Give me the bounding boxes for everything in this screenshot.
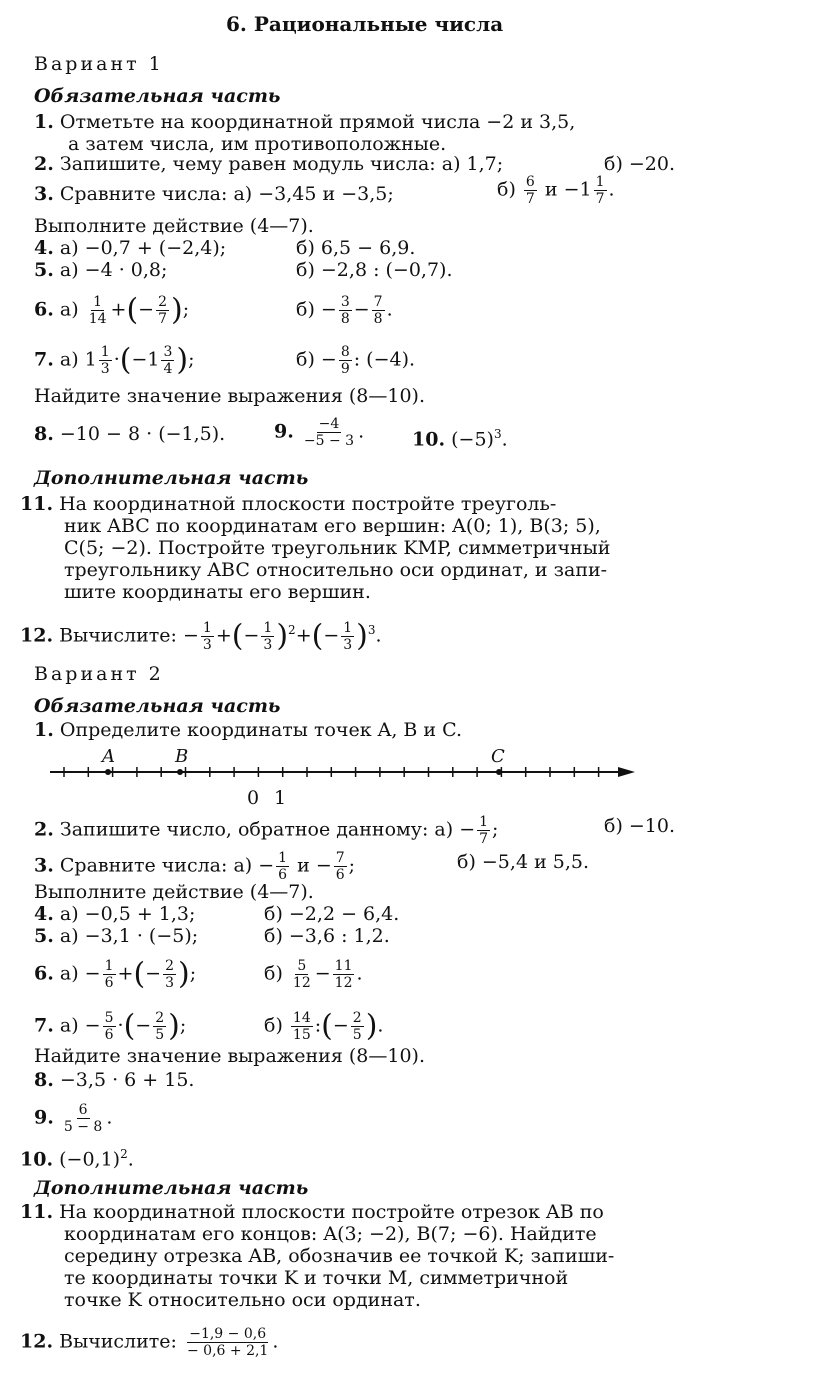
fraction: $\frac{2}{7}$ xyxy=(158,294,167,327)
v1-task-11-line4: треугольнику ABC относительно оси ординат, и запи- xyxy=(64,559,608,581)
v1-task-5b: б) −2,8 : (−0,7). xyxy=(296,259,453,281)
v1-task-2: 2. Запишите, чему равен модуль числа: а) 1,7; xyxy=(34,153,504,175)
v2-task-11-line3: середину отрезка AB, обозначив ее точкой K; запиши- xyxy=(64,1245,615,1267)
fraction: $\frac{1}{6}$ xyxy=(278,850,288,883)
fraction: $\frac{1}{7}$ xyxy=(479,814,489,847)
v2-task-2b: б) −10. xyxy=(604,815,676,837)
fraction: $\frac{2}{5}$ xyxy=(352,1010,362,1043)
v1-task-11-line2: ник ABC по координатам его вершин: A(0; 1), B(3; 5), xyxy=(64,515,601,537)
v2-value-heading: Найдите значение выражения (8—10). xyxy=(34,1045,426,1067)
fraction: $\frac{7}{6}$ xyxy=(335,850,345,883)
v2-required-heading: Обязательная часть xyxy=(34,695,281,717)
v2-task-11: 11. На координатной плоскости постройте отрезок AB по xyxy=(20,1201,604,1223)
v2-task-4a: 4. а) −0,5 + 1,3; xyxy=(34,903,196,925)
v1-task-10: 10. $(-5)^3$. xyxy=(412,427,508,451)
v2-task-2: 2. Запишите число, обратное данному: а) − $\frac{1}{7}$ ; xyxy=(34,814,499,847)
v1-task-6a: 6. а) $\frac{1}{14}$ +(− $\frac{2}{7}$ ); xyxy=(34,292,190,328)
v1-task-9: 9. $\frac{-4}{-5 - 3}$ . xyxy=(274,416,365,449)
v2-task-4b: б) −2,2 − 6,4. xyxy=(264,903,400,925)
v2-task-5a: 5. а) −3,1 · (−5); xyxy=(34,925,199,947)
point-b-label: B xyxy=(175,746,189,767)
fraction: $\frac{1}{3}$ xyxy=(343,619,353,653)
v2-task-8: 8. −3,5 · 6 + 15. xyxy=(34,1069,195,1091)
v2-task-11-line2: координатам его концов: A(3; −2), B(7; −6). Найдите xyxy=(64,1223,597,1245)
fraction: $\frac{6}{7}$ xyxy=(525,174,535,207)
point-c-dot xyxy=(496,769,502,775)
fraction: $\frac{-4}{-5 - 3}$ xyxy=(303,416,355,449)
v1-task-7b: б) − $\frac{8}{9}$ : (−4). xyxy=(296,344,416,377)
v2-task-6a: 6. а) − $\frac{1}{6}$ +(− $\frac{2}{3}$ ); xyxy=(34,956,197,992)
fraction: $\frac{1}{3}$ xyxy=(100,344,110,377)
fraction: $\frac{11}{12}$ xyxy=(334,958,353,991)
v1-task-5a: 5. а) −4 · 0,8; xyxy=(34,259,168,281)
page-title: 6. Рациональные числа xyxy=(226,12,504,36)
v1-task-11: 11. На координатной плоскости постройте треуголь- xyxy=(20,493,557,515)
v2-task-7a: 7. а) − $\frac{5}{6}$ ·(− $\frac{2}{5}$ ); xyxy=(34,1008,187,1044)
v2-action-heading: Выполните действие (4—7). xyxy=(34,881,314,903)
fraction: $\frac{14}{15}$ xyxy=(292,1010,311,1043)
fraction: $\frac{3}{8}$ xyxy=(340,294,350,327)
v1-task-4b: б) 6,5 − 6,9. xyxy=(296,237,416,259)
point-a-label: A xyxy=(102,746,115,767)
v1-task-11-line5: шите координаты его вершин. xyxy=(64,581,371,603)
fraction: $\frac{8}{9}$ xyxy=(340,344,350,377)
point-a-dot xyxy=(105,769,111,775)
v1-required-heading: Обязательная часть xyxy=(34,85,281,107)
v2-task-9: 9. $\frac{6}{5 - 8}$ . xyxy=(34,1102,113,1135)
fraction: $\frac{5}{6}$ xyxy=(104,1010,114,1043)
v1-task-7a: 7. а) 1 $\frac{1}{3}$ ·(−1 $\frac{3}{4}$ ); xyxy=(34,342,195,378)
v2-task-6b: б) $\frac{5}{12}$ − $\frac{11}{12}$ . xyxy=(264,958,363,991)
v2-additional-heading: Дополнительная часть xyxy=(34,1177,309,1199)
v1-task-2b: б) −20. xyxy=(604,153,676,175)
v1-task-3b: б) $\frac{6}{7}$ и −1 $\frac{1}{7}$ . xyxy=(497,174,615,207)
fraction: $\frac{7}{8}$ xyxy=(373,294,383,327)
tick-label-1: 1 xyxy=(274,787,287,809)
variant-1-heading: Вариант 1 xyxy=(34,53,164,75)
fraction: $\frac{2}{5}$ xyxy=(155,1010,165,1043)
fraction: $\frac{1}{14}$ xyxy=(88,294,107,327)
v1-task-6b: б) − $\frac{3}{8}$ − $\frac{7}{8}$ . xyxy=(296,294,393,327)
v1-task-3: 3. Сравните числа: а) −3,45 и −3,5; xyxy=(34,183,394,205)
v2-task-3b: б) −5,4 и 5,5. xyxy=(457,851,590,873)
fraction: $\frac{2}{3}$ xyxy=(165,958,174,991)
fraction: $\frac{6}{5 - 8}$ xyxy=(63,1102,103,1135)
v1-task-8: 8. −10 − 8 · (−1,5). xyxy=(34,423,226,445)
variant-2-heading: Вариант 2 xyxy=(34,663,164,685)
fraction: $\frac{1}{3}$ xyxy=(202,619,212,653)
v1-task-4a: 4. а) −0,7 + (−2,4); xyxy=(34,237,227,259)
fraction: $\frac{5}{12}$ xyxy=(292,958,311,991)
fraction: $\frac{-1,9 - 0,6}{- 0,6 + 2,1}$ xyxy=(187,1326,269,1359)
point-c-label: C xyxy=(491,746,505,767)
v1-additional-heading: Дополнительная часть xyxy=(34,467,309,489)
v2-task-12: 12. Вычислите: $\frac{-1,9 - 0,6}{- 0,6 + 2,1}$ . xyxy=(20,1326,279,1359)
v1-value-heading: Найдите значение выражения (8—10). xyxy=(34,385,426,407)
v2-task-5b: б) −3,6 : 1,2. xyxy=(264,925,390,947)
number-line xyxy=(30,740,650,810)
v2-task-10: 10. $(-0,1)^2$. xyxy=(20,1147,134,1171)
fraction: $\frac{1}{3}$ xyxy=(263,619,273,653)
fraction: $\frac{1}{7}$ xyxy=(595,174,605,207)
point-b-dot xyxy=(177,769,183,775)
v1-task-1: 1. Отметьте на координатной прямой числа −2 и 3,5, xyxy=(34,111,576,133)
v1-task-11-line3: C(5; −2). Постройте треугольник KMP, симметричный xyxy=(64,537,611,559)
v2-task-7b: б) $\frac{14}{15}$ :(− $\frac{2}{5}$ ). xyxy=(264,1008,384,1044)
v1-task-1-cont: а затем числа, им противоположные. xyxy=(68,133,447,155)
fraction: $\frac{1}{6}$ xyxy=(104,958,114,991)
v2-task-3: 3. Сравните числа: а) − $\frac{1}{6}$ и − $\frac{7}{6}$ ; xyxy=(34,850,356,883)
v1-task-12: 12. Вычислите: − $\frac{1}{3}$ +(− $\frac{1}{3}$ )$^2$+(− $\frac{1}{3}$ )$^3$. xyxy=(20,618,382,654)
tick-label-0: 0 xyxy=(247,787,260,809)
v2-task-11-line4: те координаты точки K и точки M, симметричной xyxy=(64,1267,569,1289)
v2-task-1: 1. Определите координаты точек A, B и C. xyxy=(34,719,463,741)
v2-task-11-line5: точке K относительно оси ординат. xyxy=(64,1289,421,1311)
v1-action-heading: Выполните действие (4—7). xyxy=(34,215,314,237)
fraction: $\frac{3}{4}$ xyxy=(163,344,173,377)
